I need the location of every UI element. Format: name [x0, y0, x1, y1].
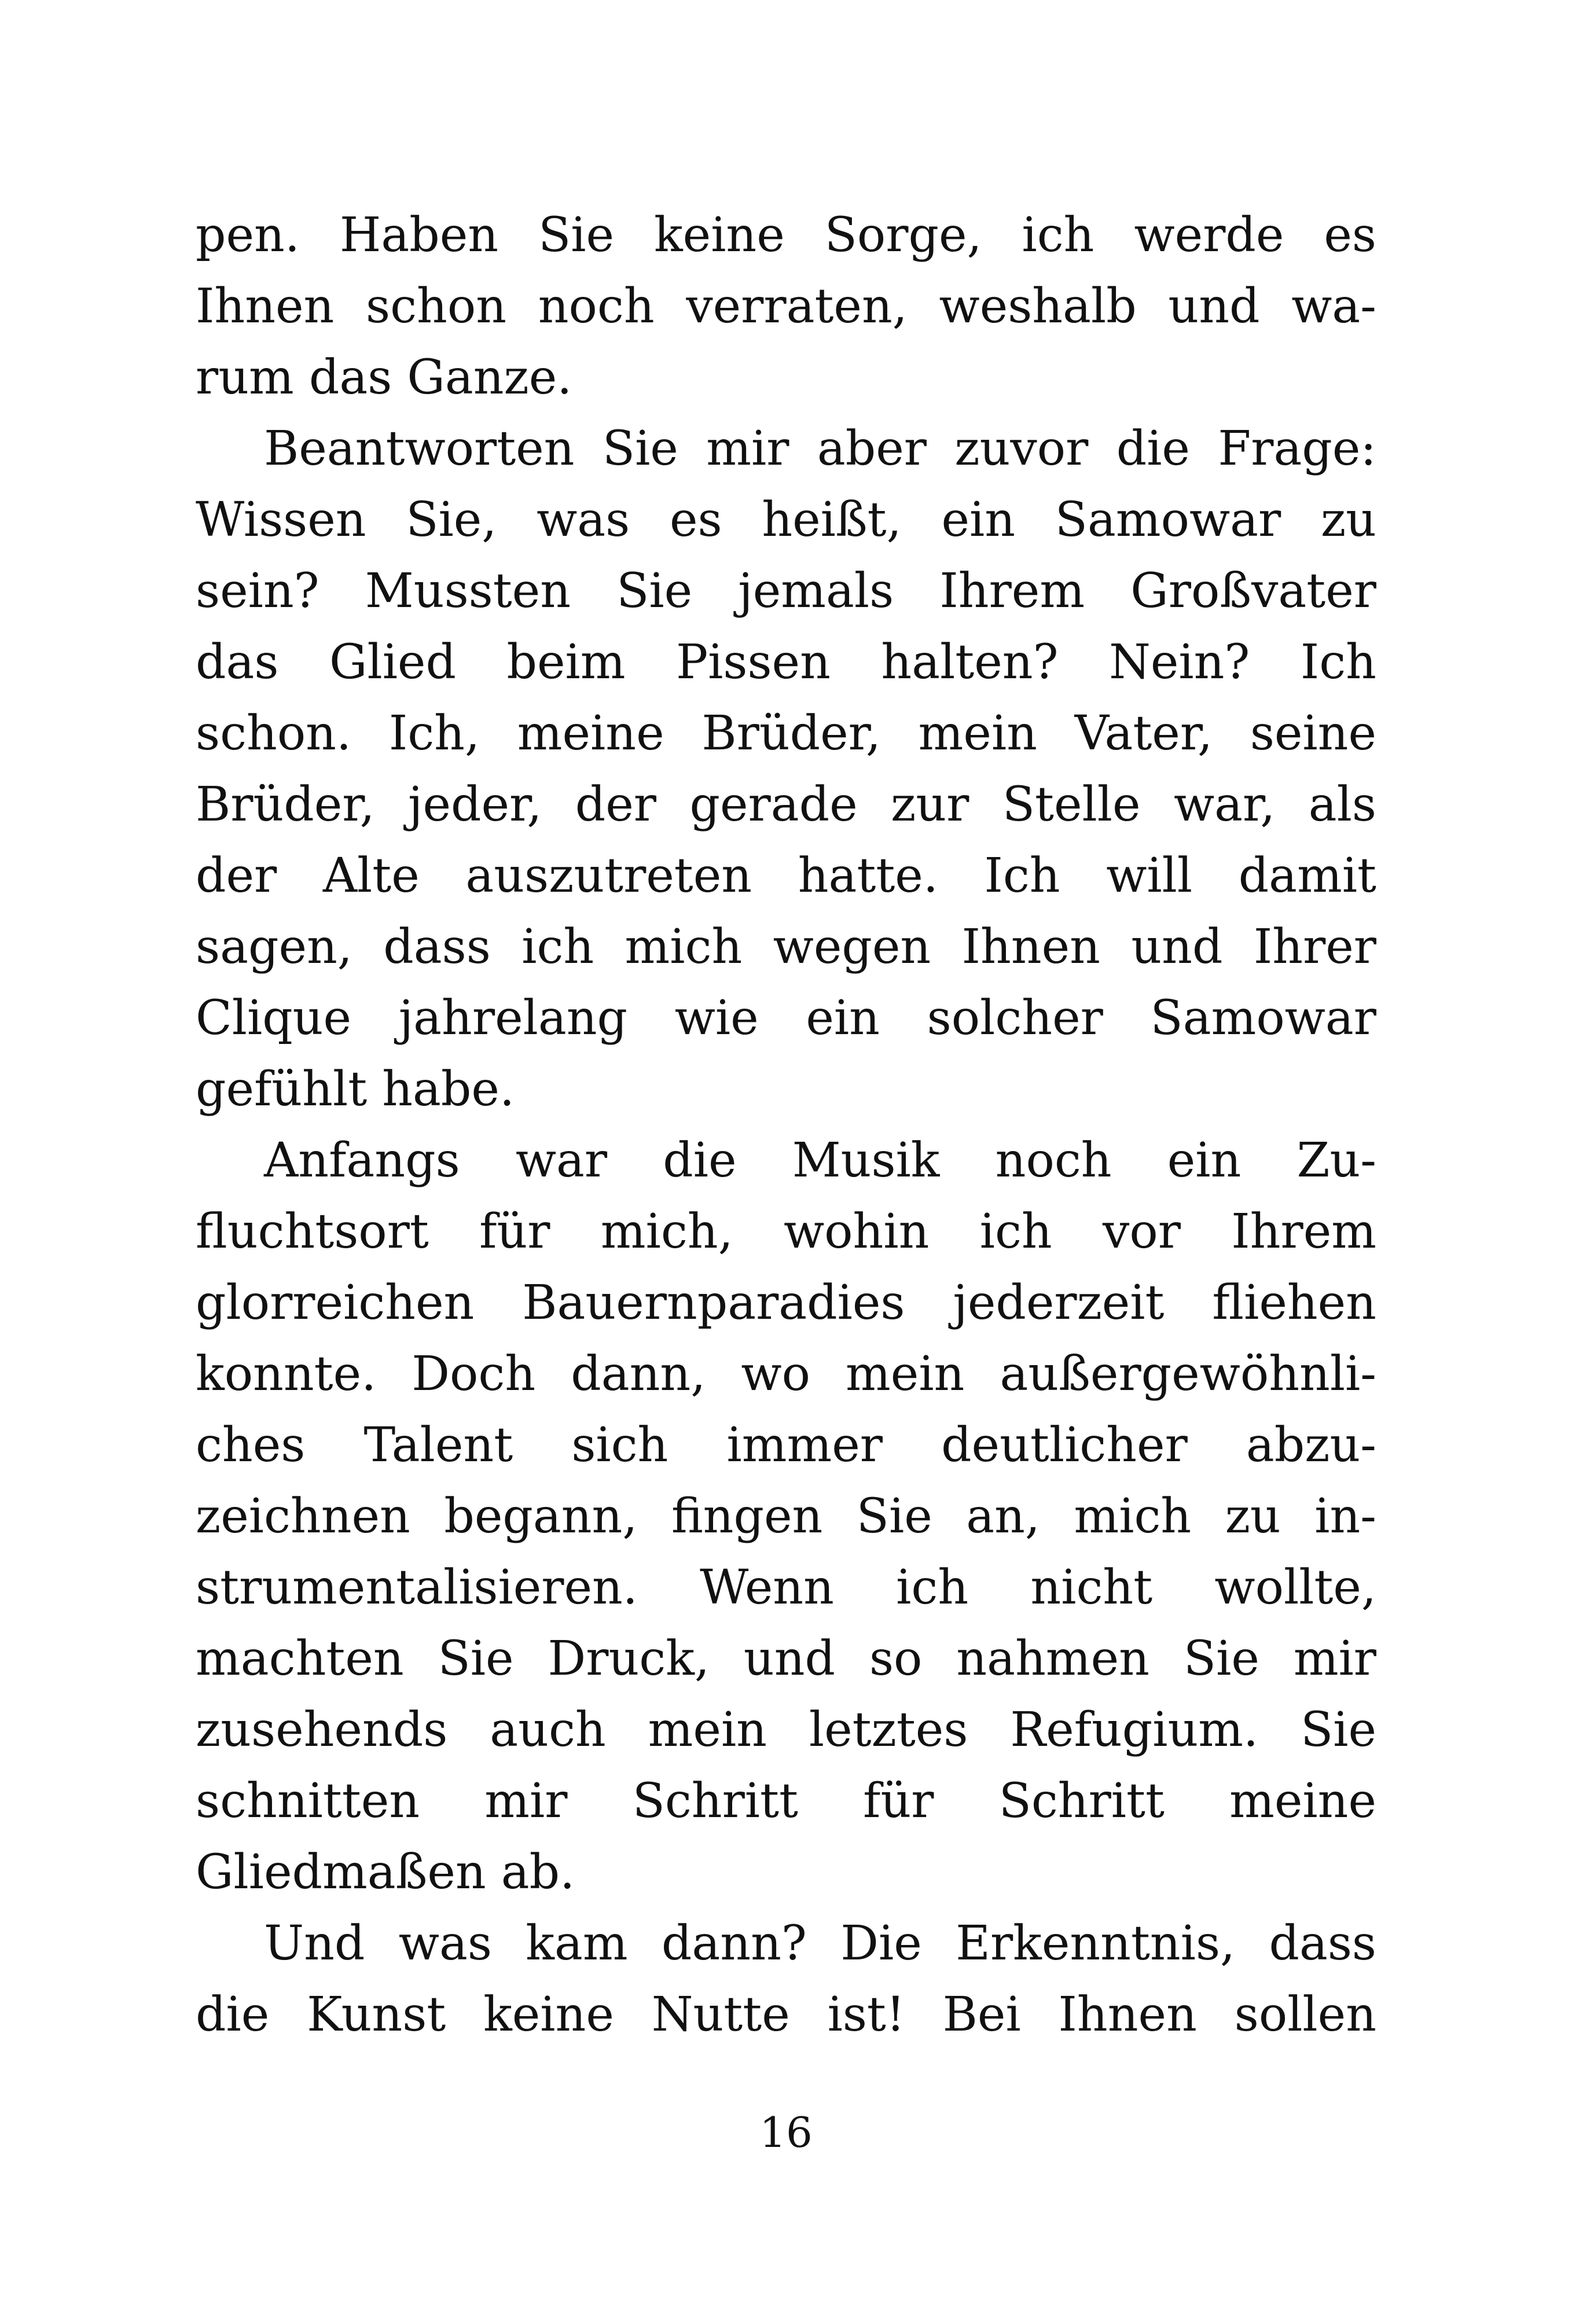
text-line: das Glied beim Pissen halten? Nein? Ich — [196, 635, 1376, 690]
text-line: fluchtsort für mich, wohin ich vor Ihrem — [196, 1204, 1376, 1259]
text-line: die Kunst keine Nutte ist! Bei Ihnen sollen — [196, 1987, 1376, 2042]
text-line: schon. Ich, meine Brüder, mein Vater, seine — [196, 706, 1376, 761]
text-line: Ihnen schon noch verraten, weshalb und wa- — [196, 279, 1376, 334]
text-line: Clique jahrelang wie ein solcher Samowar — [196, 991, 1376, 1046]
paragraph-4 — [196, 1908, 1376, 2050]
text-line: Anfangs war die Musik noch ein Zu- — [264, 1133, 1376, 1188]
text-line: machten Sie Druck, und so nahmen Sie mir — [196, 1631, 1376, 1686]
text-line: der Alte auszutreten hatte. Ich will damit — [196, 848, 1376, 903]
text-line: Wissen Sie, was es heißt, ein Samowar zu — [196, 492, 1376, 547]
text-line: sein? Mussten Sie jemals Ihrem Großvater — [196, 564, 1376, 619]
text-line: Beantworten Sie mir aber zuvor die Frage: — [264, 421, 1376, 476]
text-line: Und was kam dann? Die Erkenntnis, dass — [264, 1916, 1376, 1971]
text-line: strumentalisieren. Wenn ich nicht wollte, — [196, 1560, 1376, 1615]
paragraph-2 — [196, 413, 1376, 1125]
paragraph-3 — [196, 1125, 1376, 1908]
text-line: zusehends auch mein letztes Refugium. Sie — [196, 1702, 1376, 1757]
text-line: Brüder, jeder, der gerade zur Stelle war, als — [196, 777, 1376, 832]
text-line: sagen, dass ich mich wegen Ihnen und Ihrer — [196, 920, 1376, 975]
text-line: Gliedmaßen ab. — [196, 1845, 575, 1900]
text-line: gefühlt habe. — [196, 1062, 515, 1117]
body-text — [196, 200, 1376, 2050]
page-number: 16 — [759, 2108, 813, 2157]
text-line: rum das Ganze. — [196, 350, 572, 405]
text-line: ches Talent sich immer deutlicher abzu- — [196, 1418, 1376, 1473]
text-line: zeichnen begann, fingen Sie an, mich zu in- — [196, 1489, 1376, 1544]
text-line: pen. Haben Sie keine Sorge, ich werde es — [196, 208, 1376, 263]
text-line: glorreichen Bauernparadies jederzeit fliehen — [196, 1275, 1376, 1330]
text-line: schnitten mir Schritt für Schritt meine — [196, 1774, 1376, 1829]
paragraph-1 — [196, 200, 1376, 413]
text-line: konnte. Doch dann, wo mein außergewöhnli- — [196, 1347, 1376, 1402]
